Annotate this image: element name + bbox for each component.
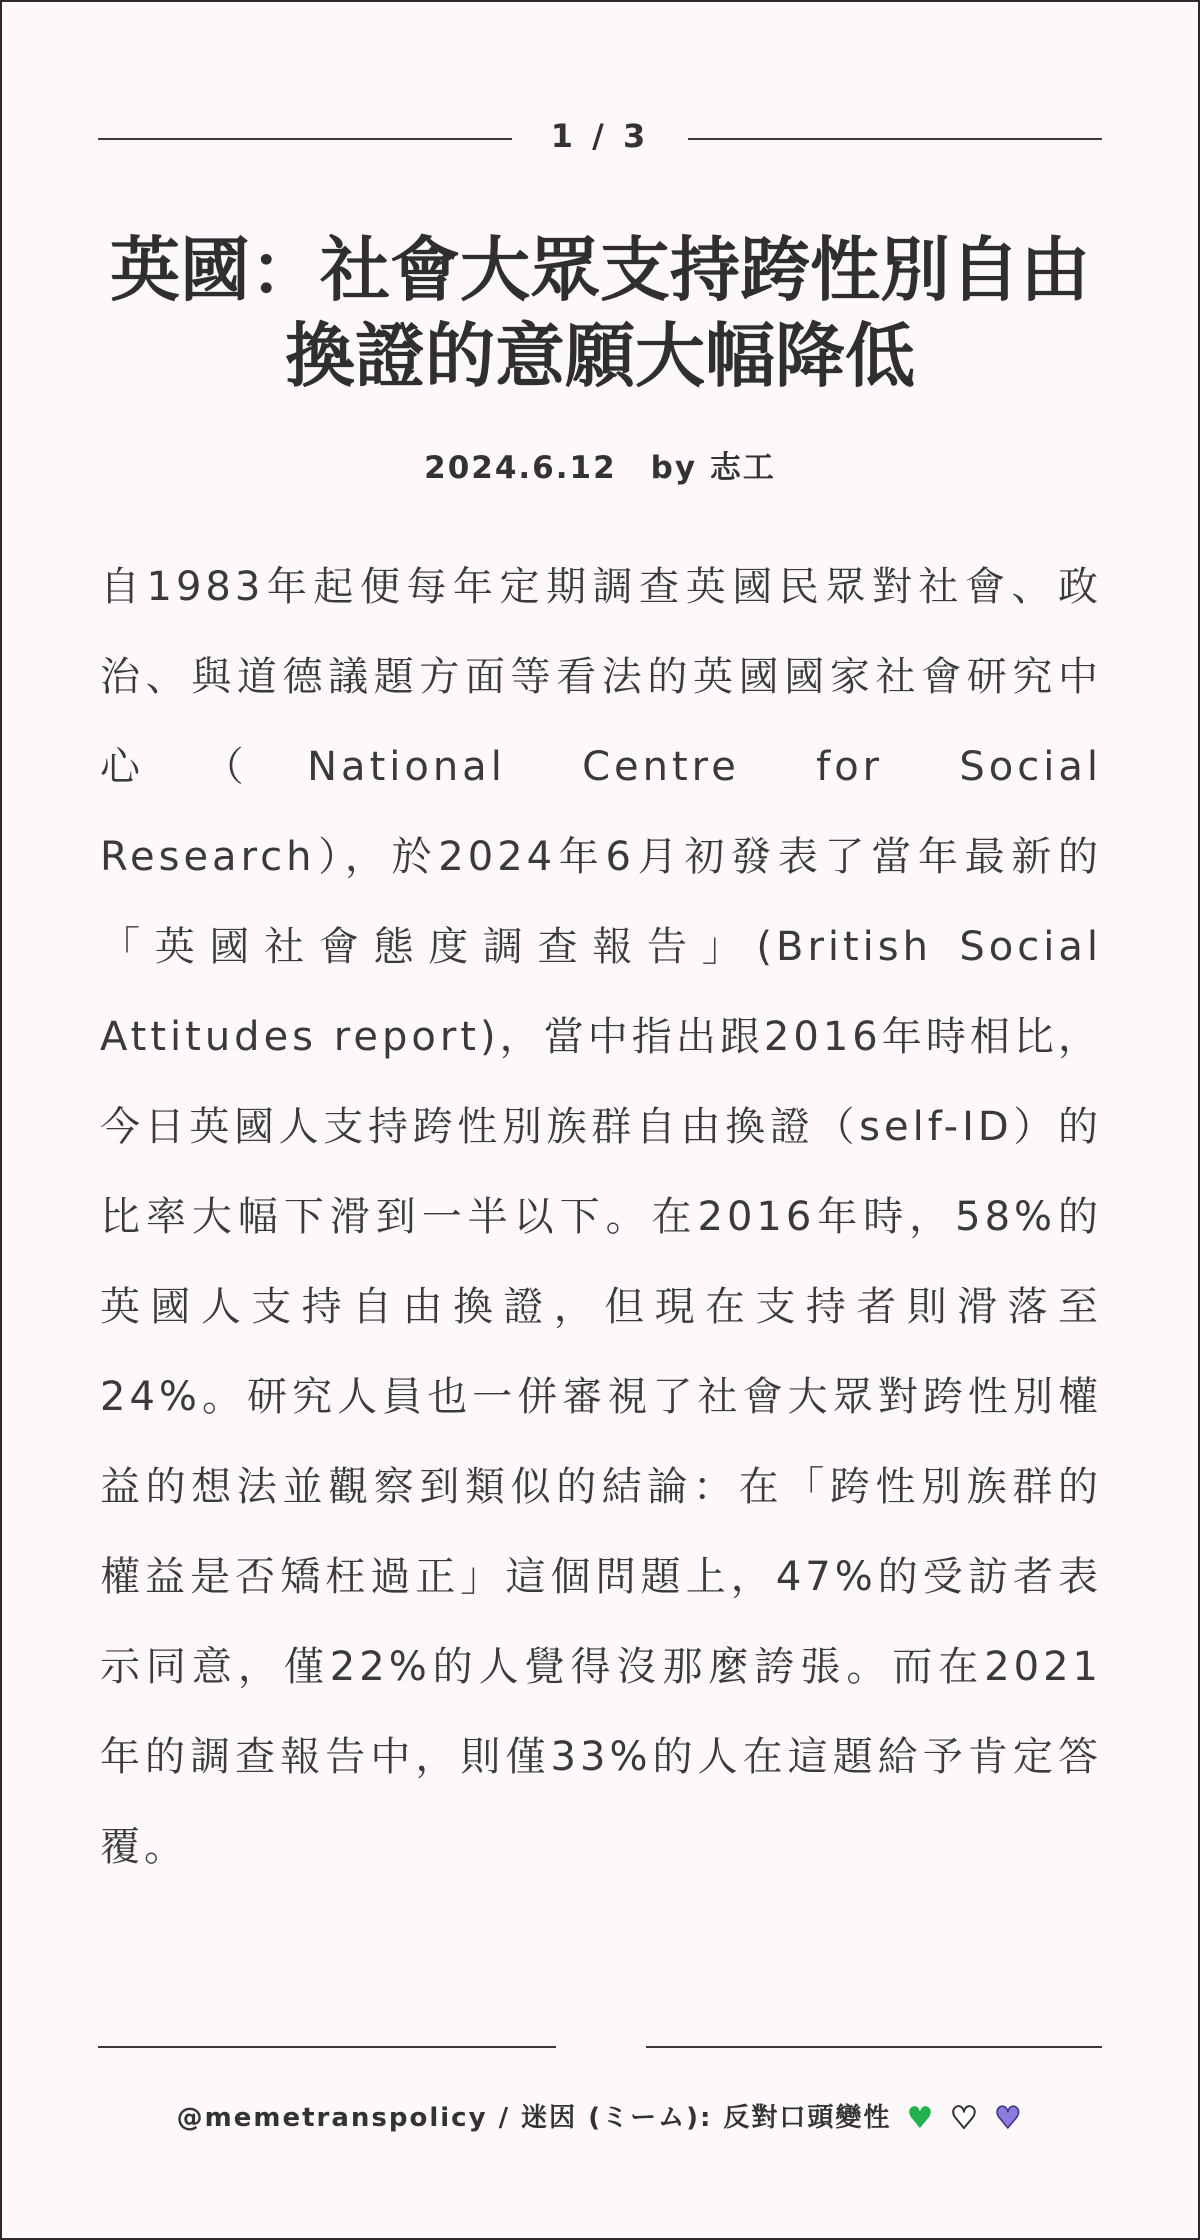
article-date: 2024.6.12 xyxy=(424,450,617,486)
byline xyxy=(2,442,1198,487)
green-heart-icon: ♥ xyxy=(906,2101,936,2136)
white-heart-icon: ♥ xyxy=(950,2101,980,2136)
footer-text: @memetranspolicy / 迷因 (ミーム): 反對口頭變性 xyxy=(176,2103,892,2133)
page-indicator: 1 / 3 xyxy=(550,117,650,155)
article-body: 自1983年起便每年定期調查英國民眾對社會、政治、與道德議題方面等看法的英國國家社會研究中心（National Centre for Social Research），於2024年6月初發表了當年最新的「英國社會態度調查報告」(British Social Attitudes report)，當中指出跟2016年時相比，今日英國人支持跨性別族群自由換證（self-ID）的比率大幅下滑到一半以下。在2016年時，58%的英國人支持自由換證，但現在支持者則滑落至24%。研究人員也一併審視了社會大眾對跨性別權益的想法並觀察到類似的結論：在「跨性別族群的權益是否矯枉過正」這個問題上，47%的受訪者表示同意，僅22%的人覺得沒那麼誇張。而在2021年的調查報告中，則僅33%的人在這題給予肯定答覆。 xyxy=(100,564,1102,1870)
bottom-left-rule xyxy=(98,2046,556,2048)
bottom-right-rule xyxy=(646,2046,1102,2048)
purple-heart-icon: ♥ xyxy=(994,2101,1024,2136)
article-title: 英國：社會大眾支持跨性別自由換證的意願大幅降低 xyxy=(110,229,1090,397)
footer-credit xyxy=(2,2097,1198,2134)
article-author: by 志工 xyxy=(650,450,776,486)
